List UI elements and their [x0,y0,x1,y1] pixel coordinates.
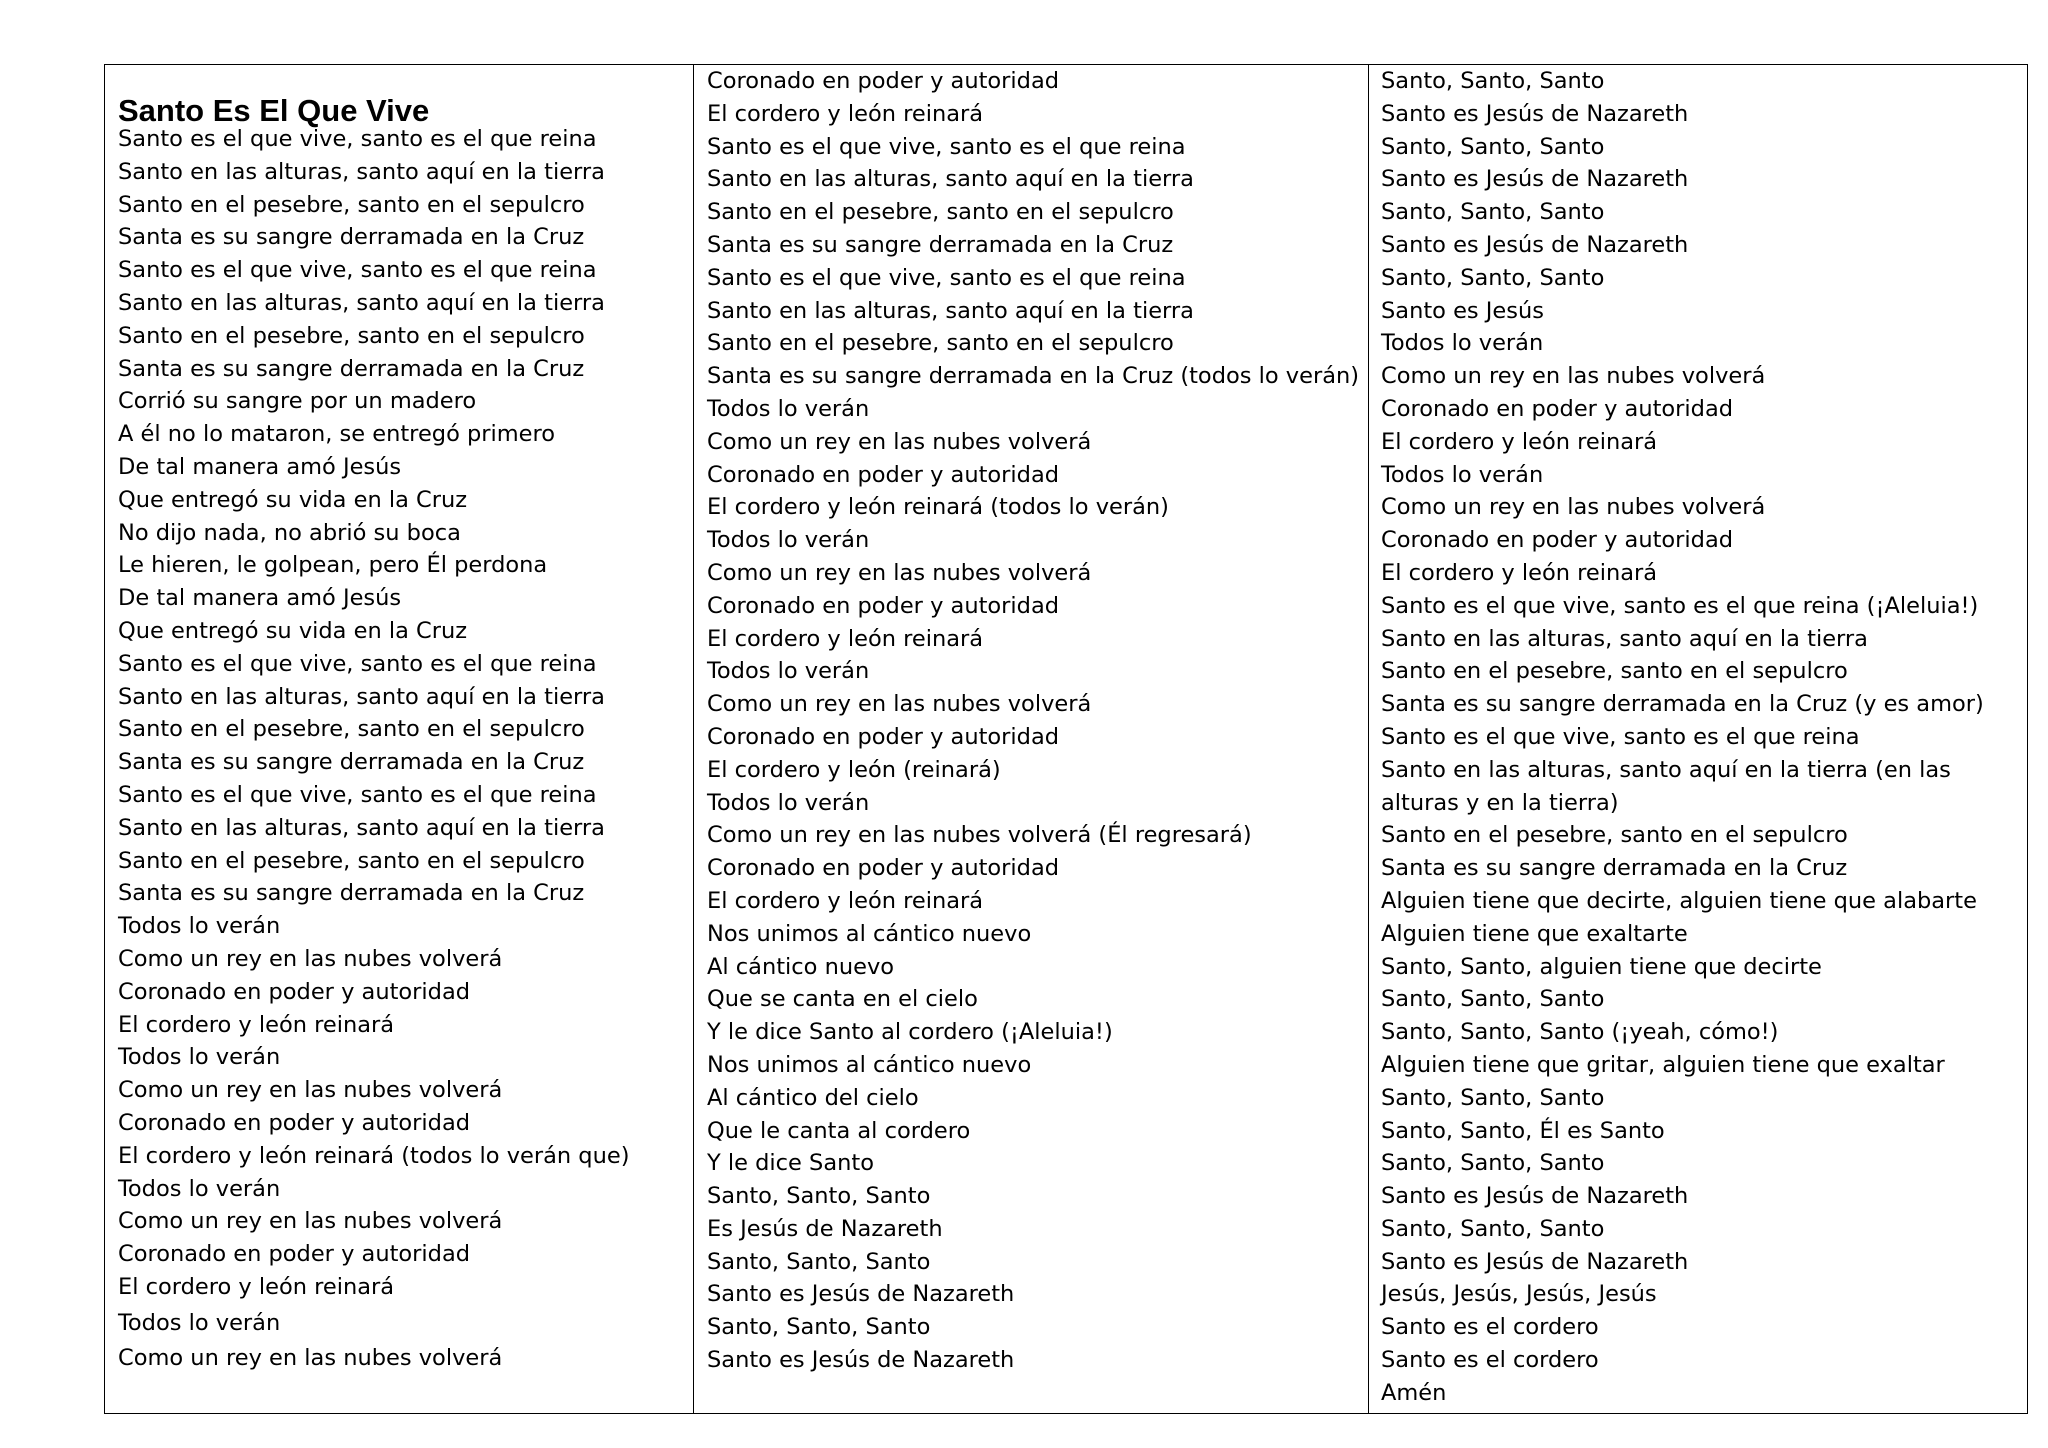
lyric-line: Santo en las alturas, santo aquí en la tierra [118,814,605,841]
lyric-line: Que entregó su vida en la Cruz [118,486,468,513]
lyric-line: Santo, Santo, alguien tiene que decirte [1381,953,1822,980]
lyric-line: Corrió su sangre por un madero [118,388,477,415]
lyric-line: El cordero y león reinará (todos lo verán que) [118,1142,630,1169]
lyric-line: Todos lo verán [118,1309,281,1336]
lyric-line: Santo es el que vive, santo es el que reina (¡Aleluia!) [1381,592,1979,619]
lyric-line: Como un rey en las nubes volverá [1381,494,1766,521]
lyric-line: Santo, Santo, Santo [1381,986,1605,1013]
lyric-line: A él no lo mataron, se entregó primero [118,421,556,448]
lyric-line: El cordero y león reinará [1381,559,1658,586]
lyric-line: Como un rey en las nubes volverá [707,559,1092,586]
lyric-line: Santo es el que vive, santo es el que reina [707,264,1186,291]
lyric-line: Todos lo verán [707,789,870,816]
lyric-line: Santa es su sangre derramada en la Cruz [118,224,585,251]
lyric-line: Que se canta en el cielo [707,986,978,1013]
lyric-line: Santo, Santo, Santo [1381,264,1605,291]
lyric-line: Santo en las alturas, santo aquí en la tierra (en las alturas y en la tierra) [1381,756,1951,816]
lyric-line: Santa es su sangre derramada en la Cruz [1381,855,1848,882]
lyric-line: Santo en el pesebre, santo en el sepulcro [707,199,1174,226]
lyric-line: El cordero y león reinará [707,100,984,127]
lyric-line: Coronado en poder y autoridad [118,1109,471,1136]
lyric-line: Y le dice Santo al cordero (¡Aleluia!) [707,1019,1113,1046]
lyric-line: Santo en el pesebre, santo en el sepulcro [118,191,585,218]
lyric-line: Alguien tiene que decirte, alguien tiene que alabarte [1381,887,1977,914]
lyric-line: Santo, Santo, Santo [1381,133,1605,160]
lyric-line: Como un rey en las nubes volverá (Él regresará) [707,822,1252,849]
lyric-line: Santa es su sangre derramada en la Cruz [118,749,585,776]
lyric-line: Coronado en poder y autoridad [1381,527,1734,554]
lyric-line: Todos lo verán [1381,330,1544,357]
lyric-line: Coronado en poder y autoridad [707,68,1060,94]
lyric-line: El cordero y león reinará [118,1273,395,1300]
lyric-line: Todos lo verán [707,527,870,554]
lyric-line: Santo es el que vive, santo es el que reina [118,650,597,677]
lyric-line: Santa es su sangre derramada en la Cruz (todos lo verán) [707,363,1360,390]
lyric-line: Como un rey en las nubes volverá [707,691,1092,718]
lyric-line: Al cántico nuevo [707,953,895,980]
lyric-line: Que entregó su vida en la Cruz [118,617,468,644]
lyrics-column-3 [1369,65,2028,1414]
lyric-line: Como un rey en las nubes volverá [118,1345,503,1372]
lyric-line: Nos unimos al cántico nuevo [707,920,1032,947]
lyric-line: De tal manera amó Jesús [118,453,402,480]
lyric-line: Amén [1381,1379,1447,1406]
lyric-line: Santo es Jesús de Nazareth [1381,1248,1689,1275]
lyric-line: Santo, Santo, Santo (¡yeah, cómo!) [1381,1019,1779,1046]
lyric-line: Coronado en poder y autoridad [707,855,1060,882]
lyric-line: El cordero y león reinará (todos lo verán) [707,494,1169,521]
lyric-line: Santo es Jesús de Nazareth [1381,1183,1689,1210]
lyric-line: Santa es su sangre derramada en la Cruz (y es amor) [1381,691,1984,718]
lyric-line: Santo es el que vive, santo es el que reina [1381,723,1860,750]
lyric-line: Santo es Jesús [1381,297,1544,324]
lyric-line: No dijo nada, no abrió su boca [118,519,461,546]
lyric-line: De tal manera amó Jesús [118,585,402,612]
lyric-line: Santo es el que vive, santo es el que reina [118,257,597,284]
lyric-line: Coronado en poder y autoridad [118,1241,471,1268]
lyric-line: Santo es Jesús de Nazareth [707,1281,1015,1308]
lyric-line: Santo en las alturas, santo aquí en la tierra [1381,625,1868,652]
lyric-line: Santo en las alturas, santo aquí en la tierra [118,158,605,185]
lyric-line: Coronado en poder y autoridad [118,978,471,1005]
lyric-line: Alguien tiene que exaltarte [1381,920,1688,947]
lyric-line: Santo es el cordero [1381,1347,1599,1374]
lyric-line: Santo es Jesús de Nazareth [1381,166,1689,193]
lyric-line: Santo, Santo, Santo [1381,68,1605,94]
lyric-line: Como un rey en las nubes volverá [707,428,1092,455]
lyrics-column-1 [105,65,694,1414]
lyric-line: Como un rey en las nubes volverá [1381,363,1766,390]
lyric-line: Santo, Santo, Santo [1381,1150,1605,1177]
lyric-line: Alguien tiene que gritar, alguien tiene que exaltar [1381,1051,1945,1078]
lyric-line: Coronado en poder y autoridad [707,592,1060,619]
lyric-line: Santo es el cordero [1381,1314,1599,1341]
lyric-line: Santo en el pesebre, santo en el sepulcro [118,322,585,349]
lyric-line: Coronado en poder y autoridad [707,461,1060,488]
lyric-line: Le hieren, le golpean, pero Él perdona [118,552,548,579]
lyric-line: Todos lo verán [118,913,281,940]
lyric-line: Santo es Jesús de Nazareth [707,1347,1015,1374]
lyric-line: El cordero y león reinará [118,1011,395,1038]
lyric-line: Como un rey en las nubes volverá [118,1077,503,1104]
lyric-line: El cordero y león reinará [1381,428,1658,455]
lyric-line: Santo en las alturas, santo aquí en la tierra [118,683,605,710]
lyric-line: Santa es su sangre derramada en la Cruz [707,231,1174,258]
lyric-line: Santo en el pesebre, santo en el sepulcro [118,847,585,874]
lyric-line: Santo en el pesebre, santo en el sepulcro [118,716,585,743]
lyric-line: Todos lo verán [118,1175,281,1202]
lyric-line: Que le canta al cordero [707,1117,971,1144]
lyric-line: Al cántico del cielo [707,1084,919,1111]
lyric-line: Santo, Santo, Santo [707,1314,931,1341]
lyric-line: Santo en las alturas, santo aquí en la tierra [118,289,605,316]
lyric-line: Santo, Santo, Santo [707,1248,931,1275]
lyric-line: Coronado en poder y autoridad [1381,395,1734,422]
lyric-line: Santo es Jesús de Nazareth [1381,231,1689,258]
song-title: Santo Es El Que Vive [118,93,430,128]
lyric-line: Santo en el pesebre, santo en el sepulcro [1381,658,1848,685]
lyric-line: Santo en las alturas, santo aquí en la tierra [707,166,1194,193]
lyric-line: Santo, Santo, Santo [707,1183,931,1210]
lyric-line: Todos lo verán [707,395,870,422]
lyric-line: Coronado en poder y autoridad [707,723,1060,750]
lyric-line: Como un rey en las nubes volverá [118,945,503,972]
lyrics-column-2 [694,65,1369,1414]
lyric-line: El cordero y león reinará [707,887,984,914]
lyrics-table [104,64,2028,1414]
lyric-line: Santo es Jesús de Nazareth [1381,100,1689,127]
lyric-line: Nos unimos al cántico nuevo [707,1051,1032,1078]
lyric-line: Todos lo verán [118,1044,281,1071]
lyric-line: Y le dice Santo [707,1150,874,1177]
lyric-line: Santo, Santo, Santo [1381,1215,1605,1242]
lyric-line: Santo en las alturas, santo aquí en la tierra [707,297,1194,324]
lyric-line: Santo, Santo, Santo [1381,1084,1605,1111]
lyric-line: Todos lo verán [1381,461,1544,488]
lyric-line: Santo es el que vive, santo es el que reina [118,126,597,152]
lyric-line: El cordero y león (reinará) [707,756,1001,783]
lyric-line: Todos lo verán [707,658,870,685]
lyric-line: El cordero y león reinará [707,625,984,652]
lyric-line: Santo, Santo, Él es Santo [1381,1117,1665,1144]
lyric-line: Jesús, Jesús, Jesús, Jesús [1381,1281,1657,1308]
lyric-line: Santo en el pesebre, santo en el sepulcro [707,330,1174,357]
lyric-line: Santa es su sangre derramada en la Cruz [118,880,585,907]
lyric-line: Santo es el que vive, santo es el que reina [707,133,1186,160]
lyric-line: Santo, Santo, Santo [1381,199,1605,226]
lyric-line: Santo en el pesebre, santo en el sepulcro [1381,822,1848,849]
lyric-line: Santa es su sangre derramada en la Cruz [118,355,585,382]
lyric-line: Como un rey en las nubes volverá [118,1208,503,1235]
lyric-line: Santo es el que vive, santo es el que reina [118,781,597,808]
lyric-line: Es Jesús de Nazareth [707,1215,943,1242]
